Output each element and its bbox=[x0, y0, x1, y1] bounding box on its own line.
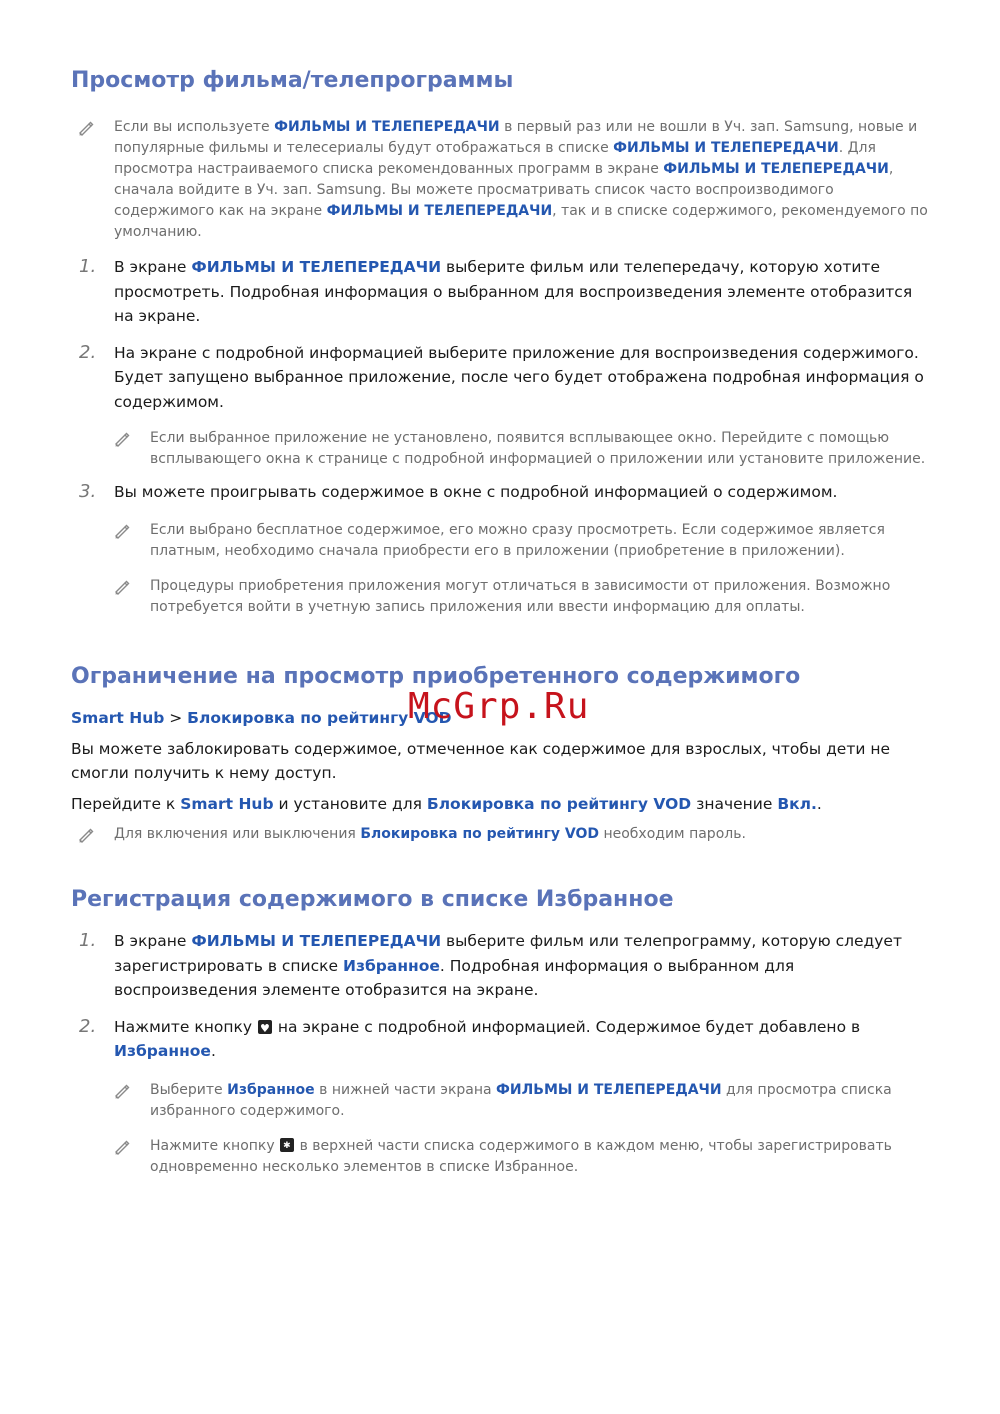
pencil-icon bbox=[77, 826, 95, 844]
note-text: Если выбрано бесплатное содержимое, его можно сразу просмотреть. Если содержимое является платным, необходимо сначала приобрести его в приложении (приобретение в приложении). bbox=[150, 521, 885, 559]
pencil-icon bbox=[113, 522, 131, 540]
note-text: Процедуры приобретения приложения могут отличаться в зависимости от приложения. Возможно потребуется войти в учетную запись приложения или ввести информацию для оплаты. bbox=[150, 577, 891, 615]
step-text: на экране с подробной информацией. Содержимое будет добавлено в bbox=[272, 1017, 861, 1036]
keyword-vod-rating-lock: Блокировка по рейтингу VOD bbox=[360, 826, 600, 842]
pencil-icon bbox=[113, 1082, 131, 1100]
note-free-content bbox=[107, 520, 931, 562]
note-text: , так и в списке содержимого, рекомендуемого по умолчанию. bbox=[114, 203, 928, 240]
document bbox=[71, 66, 931, 1178]
keyword-movies-tv: ФИЛЬМЫ И ТЕЛЕПЕРЕДАЧИ bbox=[191, 932, 442, 950]
step-number: 3. bbox=[79, 481, 97, 502]
note-text: . Для просмотра настраиваемого списка рекомендованных программ в экране bbox=[114, 140, 876, 177]
paragraph-text: Перейдите к bbox=[71, 794, 181, 813]
note-text: Если вы используете bbox=[114, 119, 275, 135]
note-app-not-installed bbox=[107, 428, 931, 470]
note-text: необходим пароль. bbox=[599, 826, 746, 842]
step-text: Нажмите кнопку bbox=[114, 1017, 257, 1036]
keyword-on: Вкл. bbox=[777, 794, 817, 813]
step-text: В экране bbox=[114, 258, 192, 276]
keyword-movies-tv: ФИЛЬМЫ И ТЕЛЕПЕРЕДАЧИ bbox=[663, 161, 889, 177]
heart-icon bbox=[258, 1020, 272, 1034]
step-text: В экране bbox=[114, 932, 192, 950]
section-title-watch: Просмотр фильма/телепрограммы bbox=[71, 68, 514, 93]
note-text: в первый раз или не вошли в Уч. зап. Samsung, новые и популярные фильмы и телесериалы будут отображаться в списке bbox=[114, 119, 918, 156]
keyword-movies-tv: ФИЛЬМЫ И ТЕЛЕПЕРЕДАЧИ bbox=[274, 119, 500, 135]
paragraph-lock-instructions bbox=[71, 792, 931, 817]
note-purchase-procedures bbox=[107, 576, 931, 618]
step-text: . Подробная информация о выбранном для воспроизведения элементе отобразится на экране. bbox=[114, 956, 795, 999]
breadcrumb-separator: > bbox=[164, 708, 188, 727]
keyword-favorites: Избранное bbox=[227, 1081, 315, 1098]
step-text: выберите фильм или телепрограмму, которую следует зарегистрировать в списке bbox=[114, 932, 902, 975]
note-text: Нажмите кнопку bbox=[150, 1137, 280, 1154]
note-intro bbox=[71, 117, 931, 243]
section-title-favorites: Регистрация содержимого в списке Избранное bbox=[71, 887, 674, 912]
step-text: На экране с подробной информацией выберите приложение для воспроизведения содержимого. Будет запущено выбранное приложение, после чего будет отображена подробная информация о содержимом. bbox=[114, 343, 924, 411]
step-number: 2. bbox=[79, 341, 97, 363]
keyword-movies-tv: ФИЛЬМЫ И ТЕЛЕПЕРЕДАЧИ bbox=[326, 203, 553, 219]
step-2-watch bbox=[71, 341, 931, 415]
section-title-restriction: Ограничение на просмотр приобретенного содержимого bbox=[71, 663, 801, 689]
note-register-multiple bbox=[107, 1136, 931, 1178]
paragraph-text: . bbox=[816, 794, 822, 813]
step-text: Вы можете проигрывать содержимое в окне с подробной информацией о содержимом. bbox=[114, 483, 838, 501]
pencil-icon bbox=[113, 1138, 131, 1156]
step-number: 1. bbox=[79, 256, 97, 277]
keyword-favorites: Избранное bbox=[114, 1042, 211, 1060]
note-view-favorites bbox=[107, 1080, 931, 1122]
pencil-icon bbox=[113, 578, 131, 596]
note-text: , сначала войдите в Уч. зап. Samsung. Вы можете просматривать список часто воспроизводимого содержимого как на экране bbox=[114, 161, 894, 219]
note-text: Выберите bbox=[150, 1081, 228, 1098]
step-1-favorites bbox=[71, 929, 931, 1003]
keyword-vod-rating-lock: Блокировка по рейтингу VOD bbox=[426, 794, 692, 813]
keyword-movies-tv: ФИЛЬМЫ И ТЕЛЕПЕРЕДАЧИ bbox=[496, 1081, 722, 1098]
pencil-icon bbox=[113, 430, 131, 448]
keyword-favorites: Избранное bbox=[342, 956, 440, 975]
step-number: 1. bbox=[79, 930, 97, 951]
step-1-watch bbox=[71, 255, 931, 329]
step-2-favorites bbox=[71, 1015, 931, 1064]
watermark: McGrp.Ru bbox=[408, 686, 590, 727]
note-text: Для включения или выключения bbox=[114, 826, 361, 842]
step-number: 2. bbox=[79, 1015, 97, 1037]
step-text: выберите фильм или телепередачу, которую хотите просмотреть. Подробная информация о выбранном для воспроизведения элементе отобразится на экране. bbox=[114, 258, 913, 325]
note-text: в нижней части экрана bbox=[314, 1081, 497, 1098]
keyword-smart-hub: Smart Hub bbox=[180, 794, 274, 813]
paragraph-text: и установите для bbox=[273, 794, 427, 813]
note-password bbox=[71, 824, 931, 845]
keyword-movies-tv: ФИЛЬМЫ И ТЕЛЕПЕРЕДАЧИ bbox=[191, 258, 442, 276]
pencil-icon bbox=[77, 119, 95, 137]
breadcrumb-smart-hub[interactable]: Smart Hub bbox=[71, 708, 165, 727]
note-text: для просмотра списка избранного содержимого. bbox=[150, 1081, 892, 1119]
paragraph-text: значение bbox=[691, 794, 778, 813]
paragraph-lock-description: Вы можете заблокировать содержимое, отмеченное как содержимое для взрослых, чтобы дети не смогли получить к нему доступ. bbox=[71, 739, 891, 782]
keyword-movies-tv: ФИЛЬМЫ И ТЕЛЕПЕРЕДАЧИ bbox=[613, 140, 839, 156]
step-text: . bbox=[210, 1042, 216, 1060]
step-3-watch bbox=[71, 480, 931, 505]
settings-icon bbox=[280, 1138, 294, 1152]
note-text: в верхней части списка содержимого в каждом меню, чтобы зарегистрировать одновременно несколько элементов в списке Избранное. bbox=[150, 1137, 892, 1175]
note-text: Если выбранное приложение не установлено, появится всплывающее окно. Перейдите с помощью всплывающего окна к странице с подробной информацией о приложении или установите приложение. bbox=[150, 430, 926, 467]
breadcrumb-vod-rating-lock[interactable]: Блокировка по рейтингу VOD bbox=[187, 708, 452, 727]
